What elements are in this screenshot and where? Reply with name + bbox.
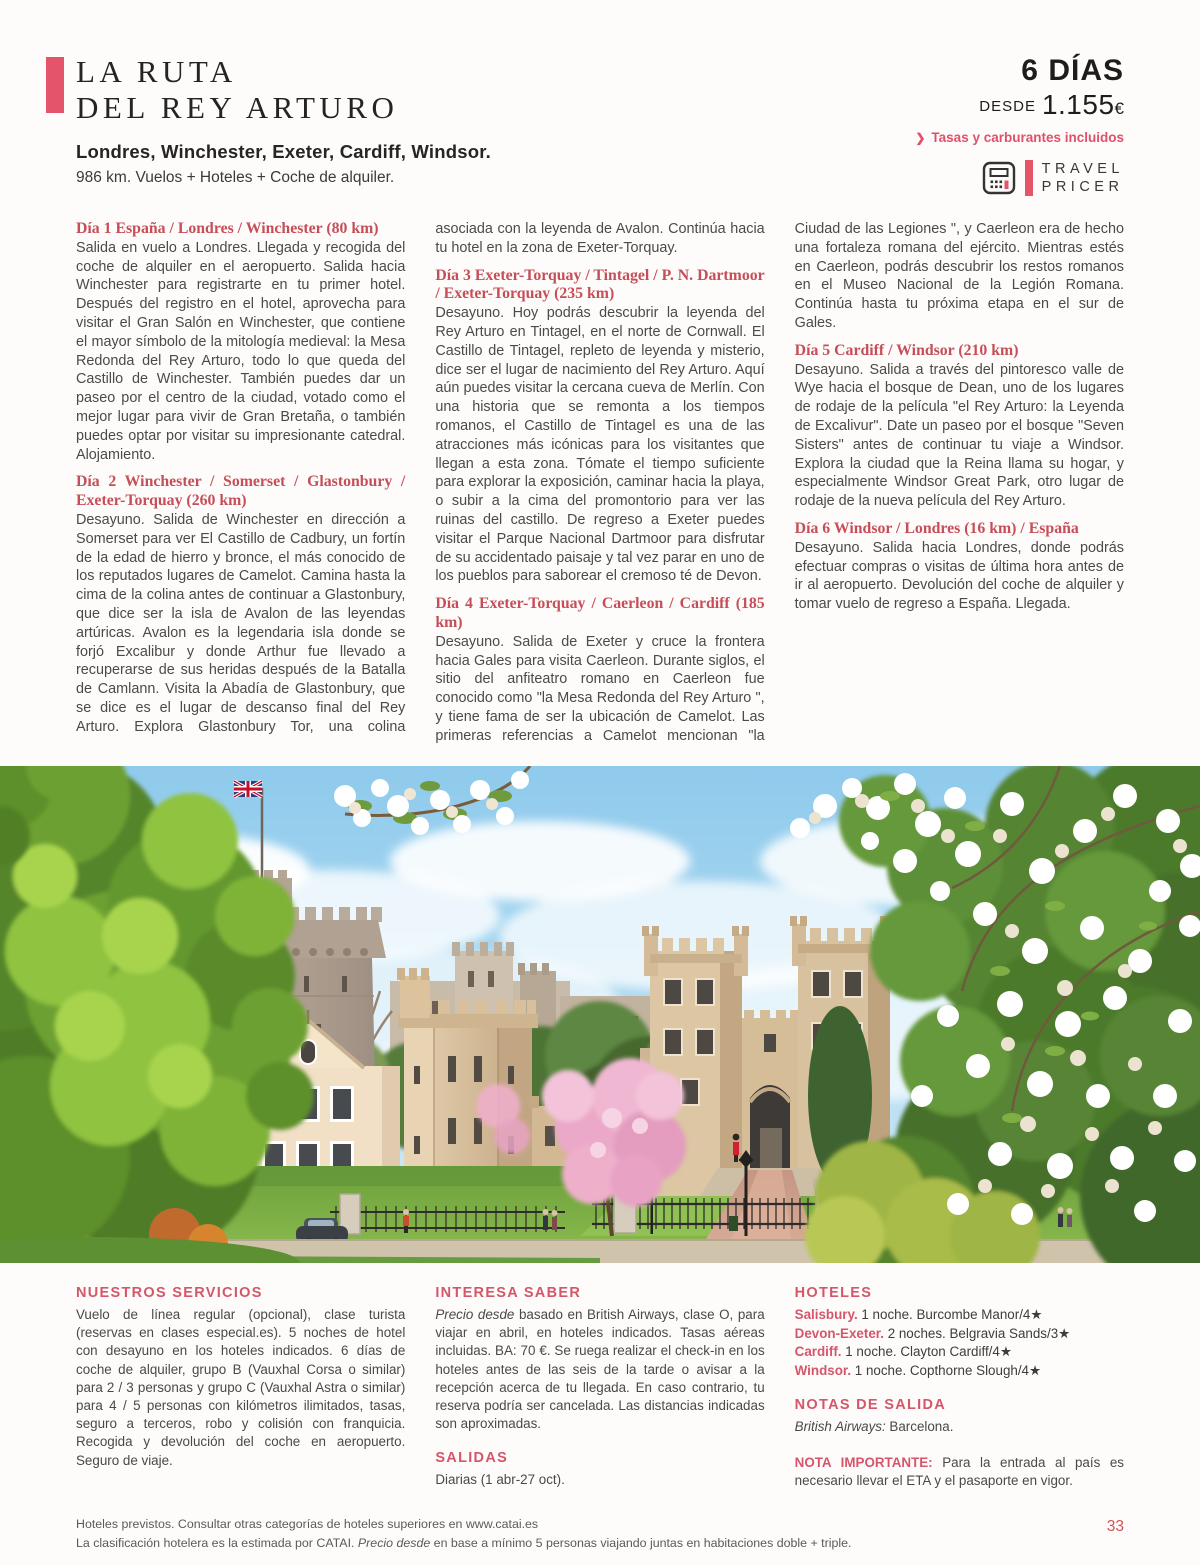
blossom-foliage-right (790, 766, 1200, 1263)
interesa-body (435, 1306, 764, 1433)
hotel-line (795, 1325, 1124, 1344)
day-heading: Día 2 Winchester / Somerset / Glastonbury / Exeter-Torquay (260 km) (76, 473, 406, 510)
day-heading: Día 5 Cardiff / Windsor (210 km) (794, 341, 1019, 359)
airline-italic: British Airways: (794, 1419, 886, 1435)
interesa-column (435, 1285, 764, 1490)
itinerary-day (435, 267, 764, 587)
itinerary-day (795, 342, 1124, 511)
tax-note-text: Tasas y carburantes incluidos (931, 130, 1124, 145)
price-line (915, 89, 1124, 121)
page-number: 33 (1106, 1517, 1124, 1535)
day-body: Desayuno. Salida hacia Londres, donde podrás efectuar compras o visitas de última hora antes de ir al aeropuerto. Devolución del coche de alquiler y tomar vuelo de regreso a España. Llegada. (794, 539, 1124, 613)
notas-salida-heading: NOTAS DE SALIDA (794, 1397, 947, 1414)
hotel-details: 1 noche. Clayton Cardiff/4★ (841, 1344, 1012, 1360)
footer-line2-pre: La clasificación hotelera es la estimada por CATAI. (76, 1536, 358, 1551)
interesa-heading: INTERESA SABER (435, 1285, 582, 1301)
hotel-details: 2 noches. Belgravia Sands/3★ (883, 1325, 1071, 1341)
price-value: 1.155 (1041, 89, 1115, 120)
route-details: 986 km. Vuelos + Hoteles + Coche de alquiler. (76, 169, 395, 186)
hero-photo (0, 766, 1200, 1263)
hotel-line (795, 1306, 1124, 1325)
footer-line-1: Hoteles previstos. Consultar otras categorías de hoteles superiores en www.catai.es (76, 1516, 539, 1531)
salidas-body: Diarias (1 abr-27 oct). (435, 1472, 565, 1488)
itinerary-day (76, 220, 405, 464)
logo-word-pricer: PRICER (1041, 179, 1124, 195)
hotel-details: 1 noche. Copthorne Slough/4★ (851, 1362, 1042, 1378)
hotel-city: Windsor. (794, 1362, 852, 1378)
hotel-line (795, 1362, 1124, 1381)
title-accent-bar (46, 57, 64, 113)
logo-word-travel: TRAVEL (1041, 161, 1124, 177)
notas-salida-body (795, 1418, 1124, 1436)
page-footer (76, 1516, 1124, 1555)
day-heading: Día 4 Exeter-Torquay / Caerleon / Cardiff (185 km) (435, 595, 765, 631)
interesa-body-text: basado en British Airways, clase O, para viajar en abril, en hoteles indicados. Tasas aéreas incluidas. BA: 70 €. Se ruega realizar el check-in en los hoteles antes de las seis de la tarde o avisar a la recepción acerca de tu llegada. En caso contrario, tu reserva podría ser cancelada. Las distancias indicadas son aproximadas. (435, 1307, 765, 1432)
nota-importante (795, 1454, 1124, 1490)
day-body: Desayuno. Salida a través del pintoresco valle de Wye hacia el bosque de Dean, uno de los lugares de rodaje de la película "el Rey Arturo: la Leyenda de Excalivur". Date un paseo por el bosque "Seven Sisters" antes de continuar tu viaje a Windsor. Explora la ciudad que la Reina llama su hogar, y especialmente Windsor Great Park, otro lugar de rodaje de la nueva película del Rey Arturo. (794, 361, 1124, 510)
day-body: Desayuno. Salida de Winchester en dirección a Somerset para ver El Castillo de Cadbury, un fortín de la edad de hierro y bronce, el más conocido de los reputados lugares de Camelot. Camina hasta la cima de la colina antes de continuar a Glastonbury, que dice ser la isla de Avalon de las leyendas artúricas. Avalon es la legendaria isla donde se forjó Excalibur y donde Arthur fue llevado a recuperarse de sus heridas después de la Batalla de Camlann. Visita la Abadía de Glastonbury, que se dice es el lugar de descanso final del Rey Arturo. Explora Glastonbury Tor, una colina asociada con la leyenda de Avalon. Continúa hacia tu hotel en la zona de Exeter-Torquay. (76, 221, 765, 735)
logo-divider-bar (1025, 160, 1033, 196)
footer-line-2 (76, 1535, 851, 1552)
page-header (76, 52, 1124, 196)
page-title (76, 54, 491, 126)
title-line-2: DEL REY ARTURO (76, 90, 399, 125)
hotel-city: Salisbury. (794, 1307, 858, 1322)
services-heading: NUESTROS SERVICIOS (76, 1285, 263, 1301)
day-body: Salida en vuelo a Londres. Llegada y recogida del coche de alquiler en el aeropuerto. Salida hacia Winchester para registrarte en tu primer hotel. Después del registro en el hotel, aprovecha para visitar el Gran Salón en Winchester, que contiene el mayor símbolo de la mitología medieval: la Mesa Redonda del Rey Arturo, todo lo que queda del Castillo de Winchester. También puedes dar un paseo por el centro de la ciudad, votado como el mejor lugar para vivir de Gran Bretaña, o también puedes optar por visitar su impresionante catedral. Alojamiento. (76, 239, 406, 463)
day-body: Desayuno. Hoy podrás descubrir la leyenda del Rey Arturo en Tintagel, en el norte de Cornwall. El Castillo de Tintagel, repleto de leyenda y misterio, dice ser el lugar de nacimiento del Rey Arturo. Aquí aún puedes visitar la cercana cueva de Merlín. Con una historia que se remonta a los tiempos romanos, el Castillo de Tintagel es una de las atracciones más icónicas para los visitantes que llegan a esta zona. Tómate el tiempo suficiente para explorar la exposición, caminar hacia la playa, o subir a la cima del promontorio para ver las ruinas del castillo. De regreso a Exeter puedes visitar el Parque Nacional Dartmoor para disfrutar de su accidentado paisaje y tal vez parar en uno de los pueblos para saborear el cremoso té de Devon. (435, 305, 765, 585)
notas-salida-text: Barcelona. (885, 1419, 954, 1435)
header-right (915, 52, 1124, 196)
nota-importante-text: Para la entrada al país es necesario llevar el ETA y el pasaporte en vigor. (794, 1454, 1124, 1488)
nota-importante-label: NOTA IMPORTANTE: (794, 1454, 933, 1470)
hotel-line (795, 1343, 1124, 1362)
day-heading: Día 1 España / Londres / Winchester (80 km) (76, 220, 379, 237)
precio-desde-italic: Precio desde (435, 1307, 515, 1322)
hotel-details: 1 noche. Burcombe Manor/4★ (857, 1307, 1043, 1322)
travel-pricer-wordmark (1042, 160, 1124, 196)
salidas-heading: SALIDAS (435, 1450, 509, 1467)
itinerary (76, 220, 1124, 752)
chevron-icon: ❯ (915, 131, 926, 145)
hotel-list (795, 1306, 1124, 1380)
route-cities: Londres, Winchester, Exeter, Cardiff, Windsor. (76, 141, 491, 162)
hotel-city: Cardiff. (794, 1344, 842, 1360)
itinerary-day (795, 520, 1124, 614)
day-heading: Día 6 Windsor / Londres (16 km) / España (794, 519, 1079, 537)
hotel-city: Devon-Exeter. (794, 1325, 884, 1341)
header-left (76, 52, 491, 196)
info-section (76, 1285, 1124, 1490)
footer-line2-post: en base a mínimo 5 personas viajando juntas en habitaciones doble + triple. (430, 1536, 852, 1551)
day-heading: Día 3 Exeter-Torquay / Tintagel / P. N. Dartmoor / Exeter-Torquay (235 km) (435, 266, 765, 303)
hotels-column (795, 1285, 1124, 1490)
trip-duration: 6 DÍAS (1021, 54, 1124, 87)
tax-note (915, 130, 1124, 145)
services-body: Vuelo de línea regular (opcional), clase turista (reservas en clases especial.es). 5 noches de hotel con desayuno en los hoteles indicados. 6 días de coche de alquiler, grupo B (Vauxhal Corsa o similar) para 2 / 3 personas y grupo C (Vauxhal Astra o similar) para 4 / 5 personas con kilómetros ilimitados, tasas, seguro a terceros, robo y colisión con franquicia. Recogida y devolución del coche en aeropuerto. Seguro de viaje. (76, 1307, 406, 1468)
hoteles-heading: HOTELES (794, 1285, 873, 1301)
uk-flag (234, 781, 262, 797)
price-prefix: DESDE (979, 98, 1036, 115)
title-line-1: LA RUTA (76, 54, 237, 89)
footer-line2-italic: Precio desde (357, 1536, 431, 1551)
footer-notes (76, 1516, 851, 1555)
price-currency: € (1114, 99, 1124, 118)
calculator-icon (982, 161, 1016, 195)
services-column (76, 1285, 405, 1490)
day-body: Desayuno. Salida de Exeter y cruce la frontera hacia Gales para visita Caerleon. Durante siglos, el sitio del anfiteatro romano en Caerleon fue conocido como "la Mesa Redonda del Rey Arturo ", y tiene fama de ser la ubicación de Camelot. Las primeras referencias a Camelot mencionan "la Ciudad de las Legiones ", y Caerleon era de hecho una fortaleza romana del ejército. Mientras estés en Caerleon, podrás descubrir los restos romanos en el Museo Nacional de la Legión Romana. Continúa hasta tu próxima etapa en el sur de Gales. (435, 221, 1124, 744)
travel-pricer-logo (915, 160, 1124, 196)
